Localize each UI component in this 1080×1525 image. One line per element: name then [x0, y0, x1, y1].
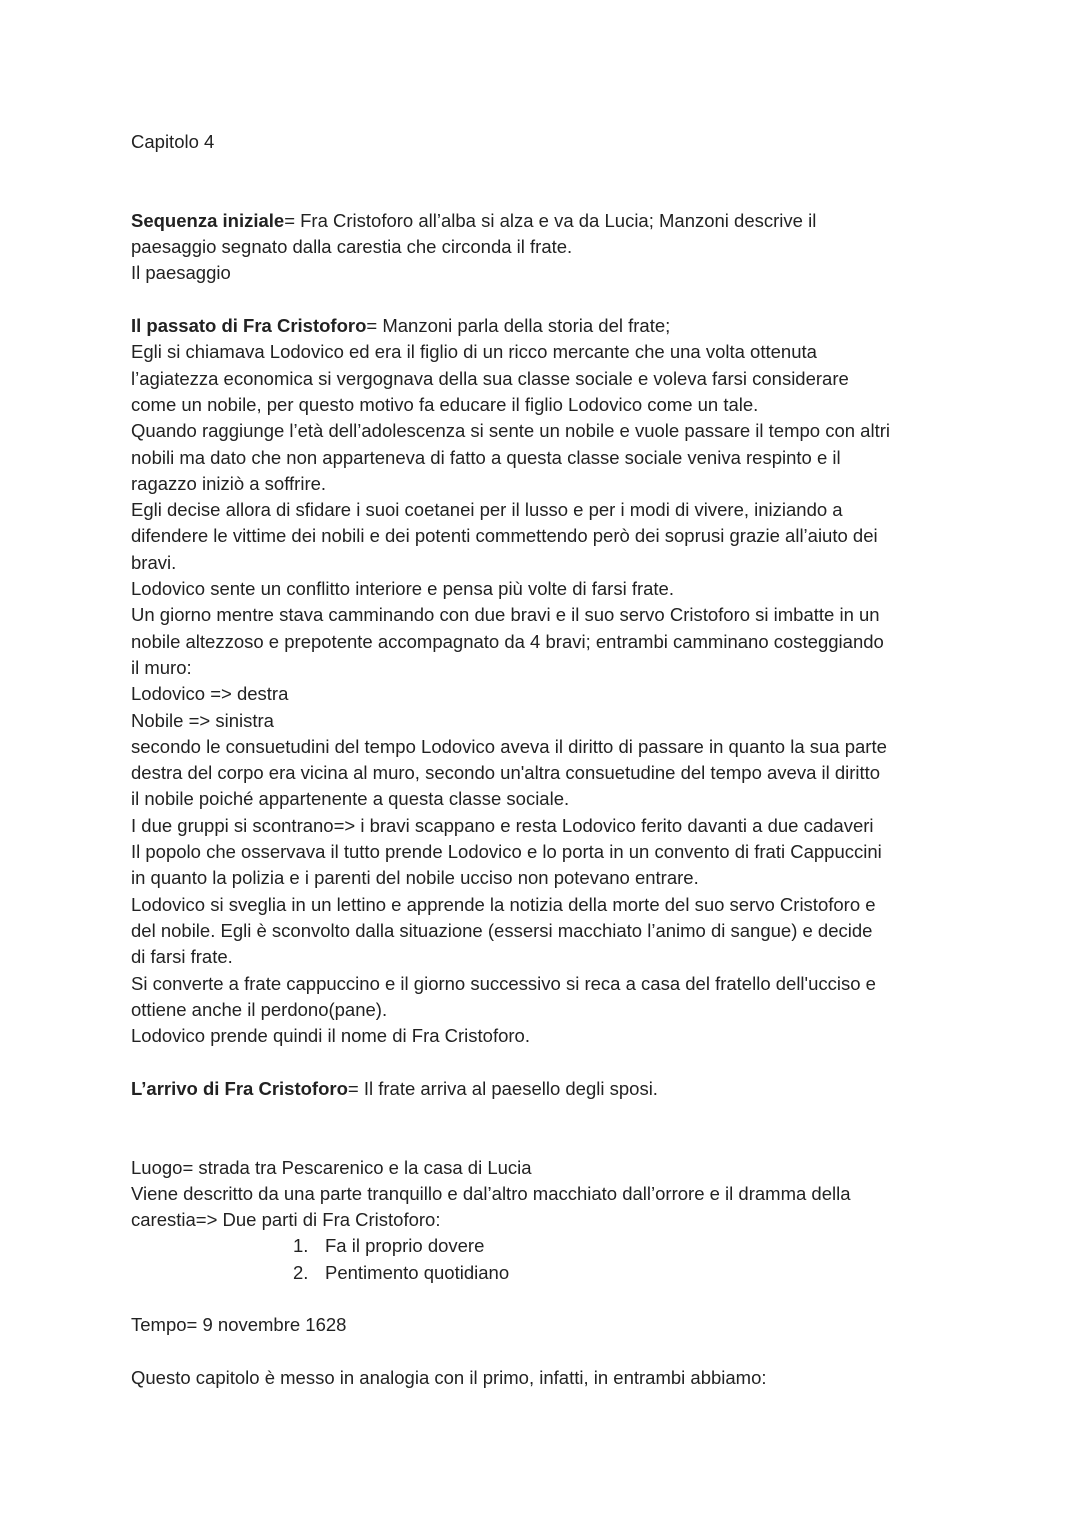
list-item: 2. Pentimento quotidiano: [293, 1261, 510, 1283]
paragraph-text: = Fra Cristoforo all’alba si alza e va da Lucia; Manzoni descrive il: [284, 209, 817, 231]
paragraph-line: Un giorno mentre stava camminando con due bravi e il suo servo Cristoforo si imbatte in un: [131, 604, 880, 626]
paragraph-line: Egli decise allora di sfidare i suoi coetanei per il lusso e per i modi di vivere, iniziando a: [131, 499, 843, 521]
section-luogo: [131, 1155, 961, 1286]
paragraph-line: bravi.: [131, 551, 177, 573]
paragraph-line: difendere le vittime dei nobili e dei potenti commettendo però dei soprusi grazie all’aiuto dei: [131, 525, 878, 547]
paragraph-line: nobili ma dato che non apparteneva di fatto a questa classe sociale veniva respinto e il: [131, 446, 841, 468]
analogia-text: Questo capitolo è messo in analogia con il primo, infatti, in entrambi abbiamo:: [131, 1366, 767, 1388]
paragraph-text: Viene descritto da una parte tranquillo e dal’altro macchiato dall’orrore e il dramma della: [131, 1182, 851, 1204]
list-item: 1. Fa il proprio dovere: [293, 1235, 485, 1257]
paragraph-line: Il popolo che osservava il tutto prende Lodovico e lo porta in un convento di frati Cappuccini: [131, 841, 882, 863]
paragraph-text: paesaggio segnato dalla carestia che circonda il frate.: [131, 236, 573, 258]
paragraph-line: Lodovico prende quindi il nome di Fra Cristoforo.: [131, 1025, 530, 1047]
paragraph-line: il nobile poiché appartenente a questa classe sociale.: [131, 788, 570, 810]
section-passato: [131, 313, 961, 1049]
paragraph-line: nobile altezzoso e prepotente accompagnato da 4 bravi; entrambi camminano costeggiando: [131, 630, 884, 652]
paragraph-line: Lodovico sente un conflitto interiore e pensa più volte di farsi frate.: [131, 578, 674, 600]
section-arrivo: [131, 1076, 961, 1102]
section-heading: Sequenza iniziale: [131, 209, 285, 231]
chapter-title: Capitolo 4: [131, 131, 215, 152]
paragraph-line: ragazzo iniziò a soffrire.: [131, 472, 327, 494]
paragraph-text: Luogo= strada tra Pescarenico e la casa di Lucia: [131, 1156, 532, 1178]
paragraph-line: secondo le consuetudini del tempo Lodovico aveva il diritto di passare in quanto la sua parte: [131, 735, 887, 757]
paragraph-text: carestia=> Due parti di Fra Cristoforo:: [131, 1209, 441, 1231]
paragraph-text: = Il frate arriva al paesello degli sposi.: [347, 1077, 658, 1099]
paragraph-line: destra del corpo era vicina al muro, secondo un'altra consuetudine del tempo aveva il diritto: [131, 762, 881, 784]
paragraph-line: di farsi frate.: [131, 946, 233, 968]
paragraph-line: Egli si chiamava Lodovico ed era il figlio di un ricco mercante che una volta ottenuta: [131, 341, 817, 363]
paragraph-line: Si converte a frate cappuccino e il giorno successivo si reca a casa del fratello dell'ucciso e: [131, 972, 876, 994]
paragraph-line: Lodovico si sveglia in un lettino e apprende la notizia della morte del suo servo Cristoforo e: [131, 893, 876, 915]
paragraph-line: ottiene anche il perdono(pane).: [131, 998, 388, 1020]
numbered-list: [131, 1233, 961, 1286]
paragraph-line: I due gruppi si scontrano=> i bravi scappano e resta Lodovico ferito davanti a due cadaveri: [131, 814, 874, 836]
paragraph-line: del nobile. Egli è sconvolto dalla situazione (essersi macchiato l’animo di sangue) e decide: [131, 919, 873, 941]
section-heading: Il passato di Fra Cristoforo: [131, 315, 367, 337]
paragraph-line: come un nobile, per questo motivo fa educare il figlio Lodovico come un tale.: [131, 393, 759, 415]
paragraph-line: l’agiatezza economica si vergognava della sua classe sociale e voleva farsi considerare: [131, 367, 849, 389]
paragraph-text: = Manzoni parla della storia del frate;: [366, 315, 671, 337]
section-heading: L’arrivo di Fra Cristoforo: [131, 1077, 348, 1099]
paragraph-line: Nobile => sinistra: [131, 709, 274, 731]
document-page: [131, 129, 961, 1391]
paragraph-line: Quando raggiunge l’età dell’adolescenza si sente un nobile e vuole passare il tempo con altri: [131, 420, 890, 442]
paragraph-line: Lodovico => destra: [131, 683, 289, 705]
paragraph-line: il muro:: [131, 656, 192, 678]
tempo-text: Tempo= 9 novembre 1628: [131, 1314, 347, 1336]
paragraph-text: Il paesaggio: [131, 262, 231, 284]
section-sequenza-iniziale: [131, 208, 961, 287]
paragraph-line: in quanto la polizia e i parenti del nobile ucciso non potevano entrare.: [131, 867, 699, 889]
